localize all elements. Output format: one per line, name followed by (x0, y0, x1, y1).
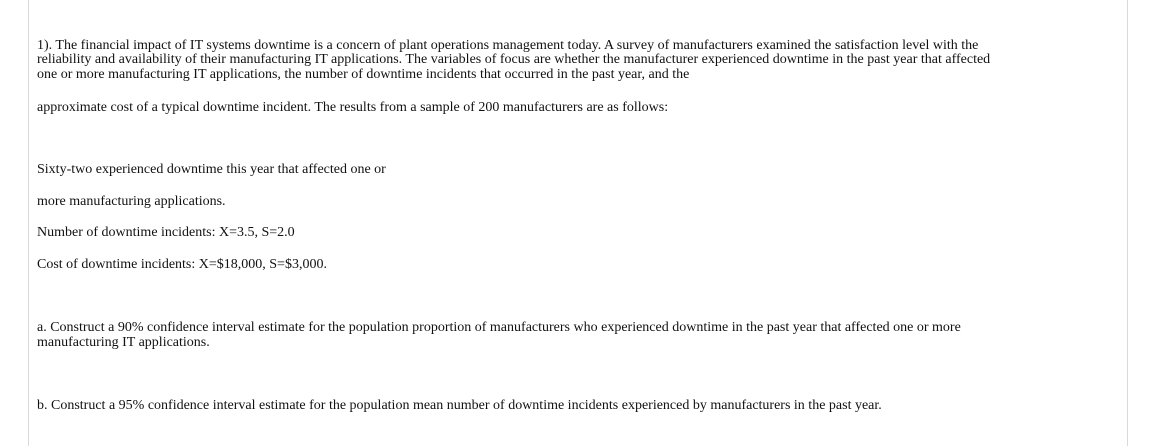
data-line-cost: Cost of downtime incidents: X=$18,000, S=$3,000. (37, 257, 327, 272)
intro-continuation: approximate cost of a typical downtime incident. The results from a sample of 200 manufacturers are as follows: (37, 100, 669, 115)
question-panel (28, 0, 1128, 446)
part-a-line-2: manufacturing IT applications. (37, 335, 210, 350)
intro-line-2: reliability and availability of their manufacturing IT applications. The variables of focus are whether the manufacturer experienced downtime in the past year that affected (37, 52, 991, 67)
part-b: b. Construct a 95% confidence interval estimate for the population mean number of downtime incidents experienced by manufacturers in the past year. (37, 398, 882, 413)
data-line-applications: more manufacturing applications. (37, 194, 226, 209)
data-line-incidents: Number of downtime incidents: X=3.5, S=2.0 (37, 225, 295, 240)
intro-line-3: one or more manufacturing IT applications, the number of downtime incidents that occurred in the past year, and the (37, 67, 690, 82)
data-line-downtime: Sixty-two experienced downtime this year that affected one or (37, 162, 386, 177)
part-a-line-1: a. Construct a 90% confidence interval estimate for the population proportion of manufacturers who experienced downtime in the past year that affected one or more (37, 320, 961, 335)
intro-line-1: 1). The financial impact of IT systems downtime is a concern of plant operations management today. A survey of manufacturers examined the satisfaction level with the (37, 38, 979, 53)
